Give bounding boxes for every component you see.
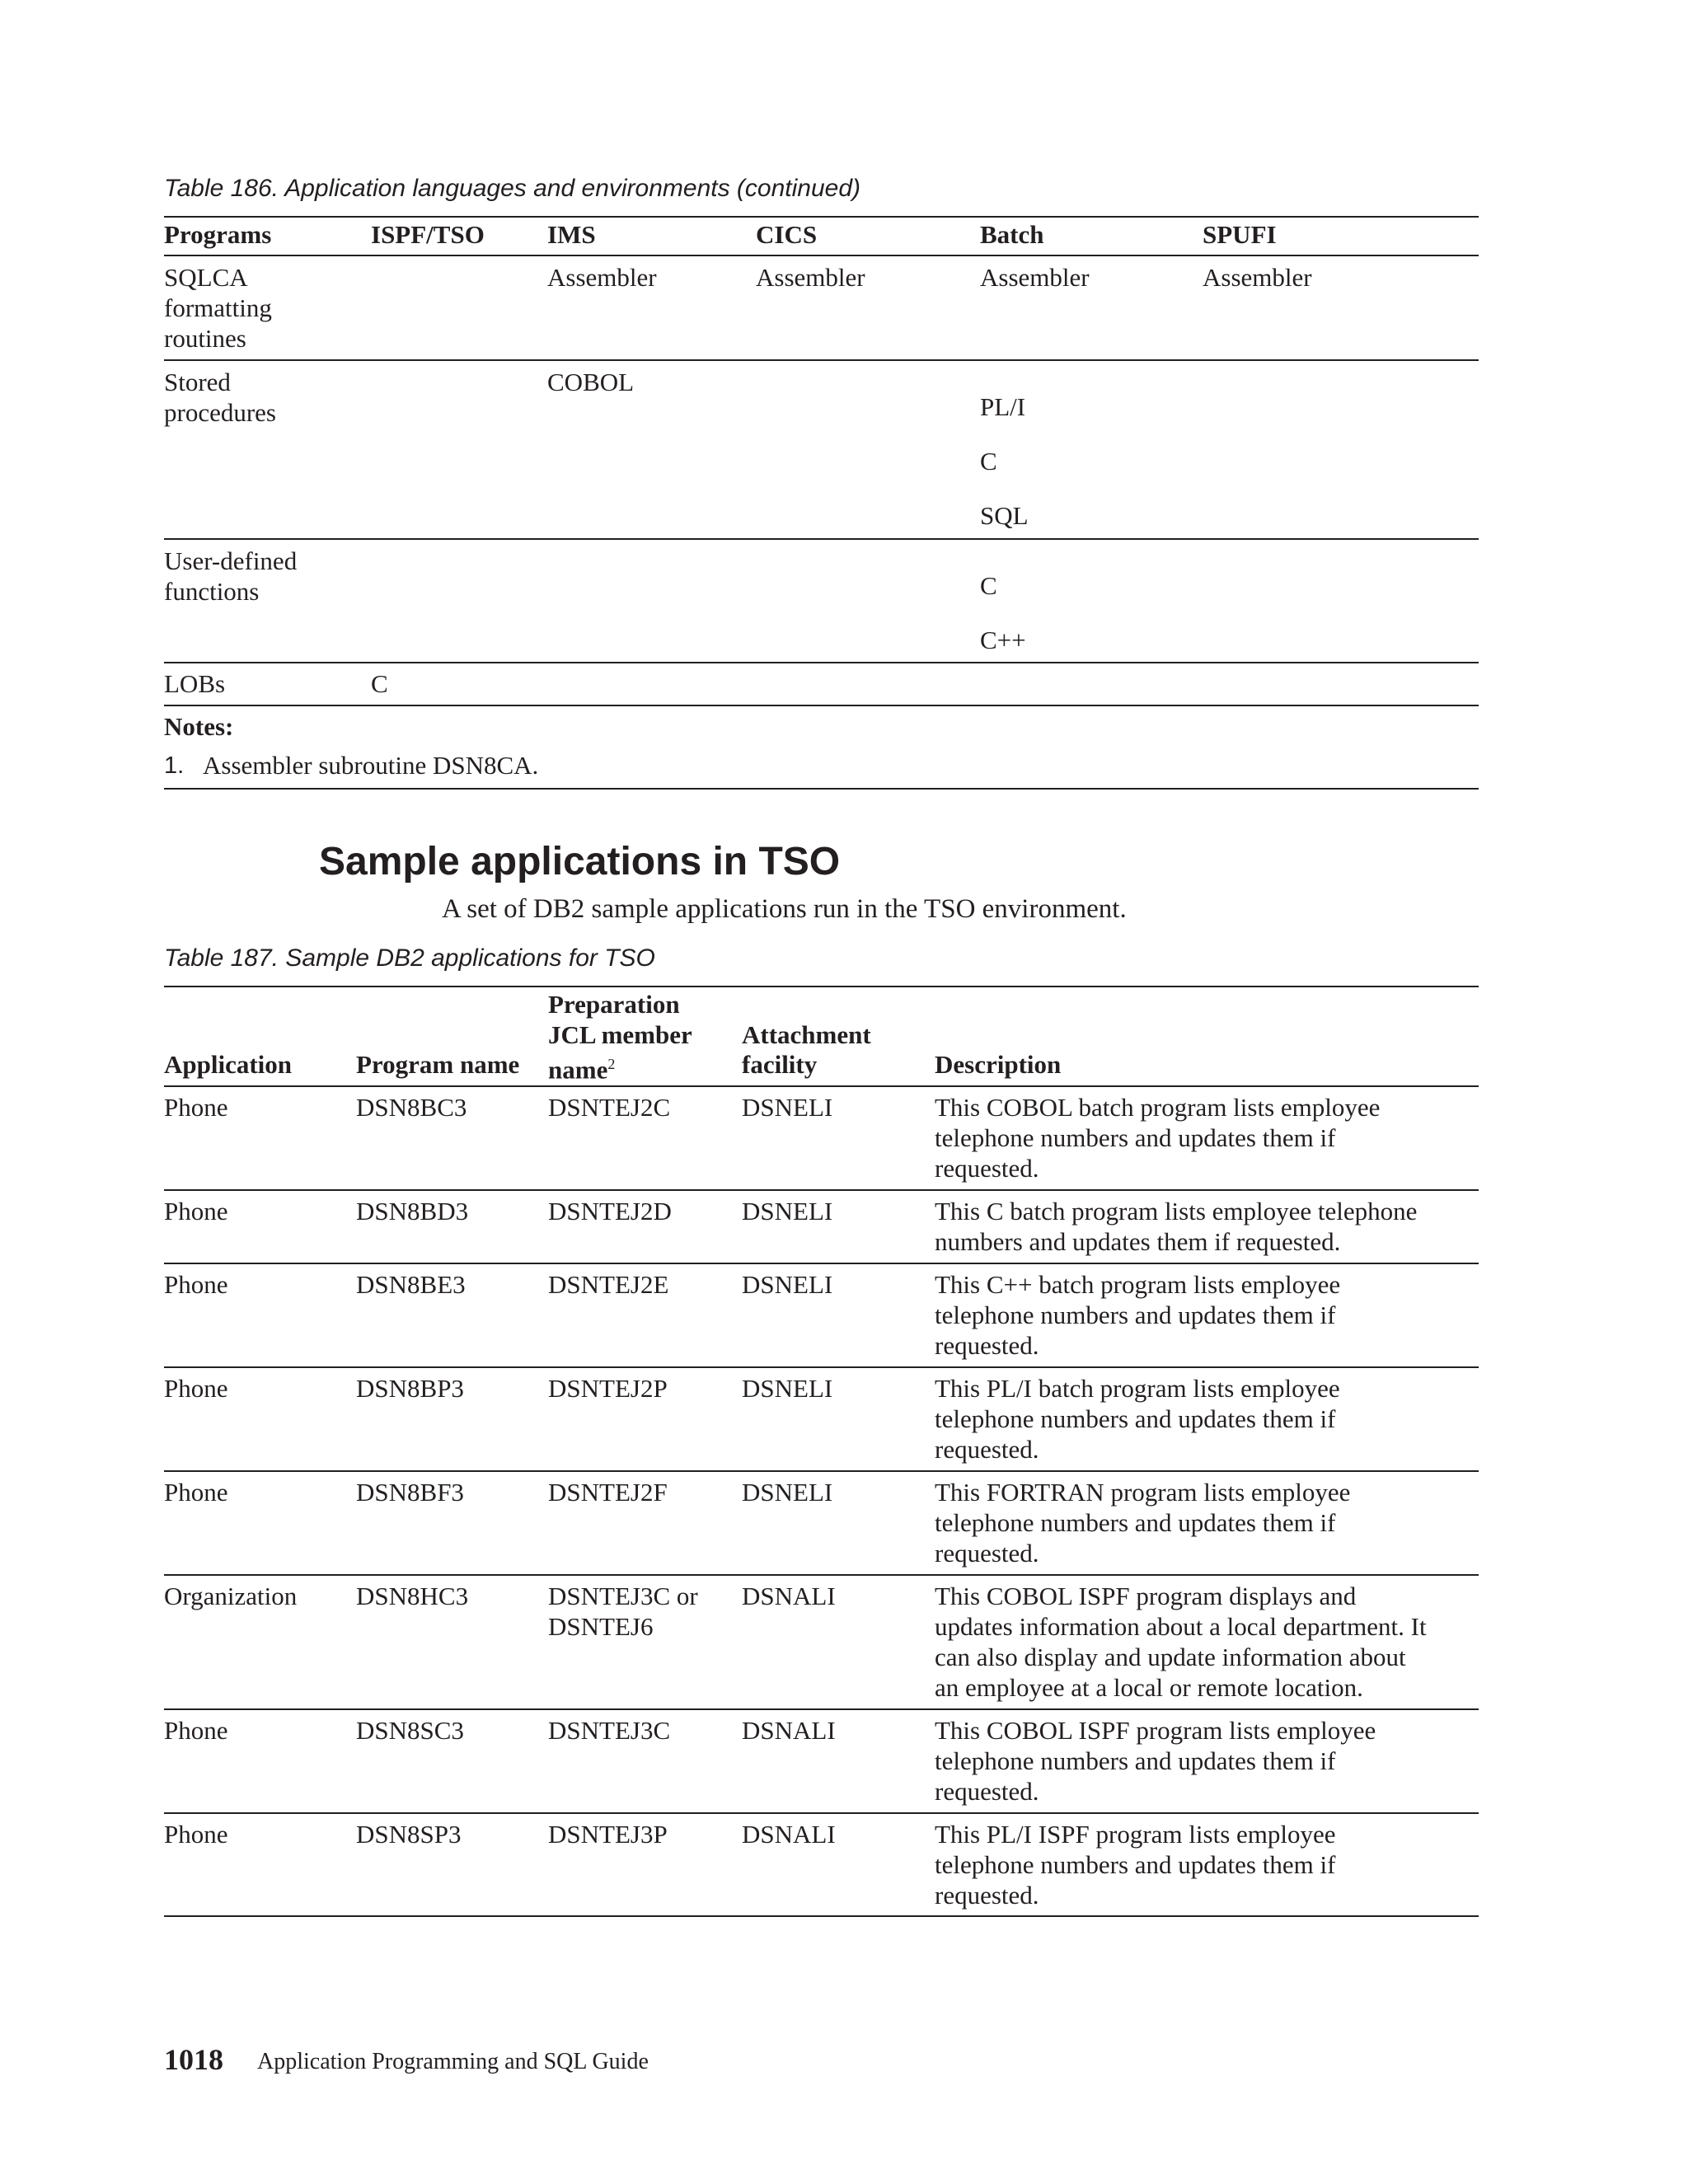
t187-row8-attach: DSNALI — [742, 1820, 836, 1849]
section-intro: A set of DB2 sample applications run in the TSO environment. — [442, 894, 1127, 924]
t187-row8-description: This PL/I ISPF program lists employee telephone numbers and updates them if requested. — [935, 1820, 1336, 1910]
t186-header-cics: CICS — [756, 220, 818, 249]
t187-row7-attach: DSNALI — [742, 1716, 836, 1745]
t186-row-lobs-ispf: C — [371, 669, 388, 698]
table-row-rule — [164, 1574, 1479, 1576]
t186-row-sqlca-spufi: Assembler — [1203, 263, 1312, 292]
t187-row5-description: This FORTRAN program lists employee telephone numbers and updates them if requested. — [935, 1478, 1351, 1568]
t187-row2-program: DSN8BD3 — [356, 1197, 469, 1226]
table-row-rule — [164, 705, 1479, 706]
t187-row7-jcl: DSNTEJ3C — [548, 1716, 671, 1745]
table-row-rule — [164, 1366, 1479, 1368]
t186-note-text: Assembler subroutine DSN8CA. — [203, 751, 539, 780]
t187-header-prep-line1: Preparation — [548, 990, 680, 1019]
t186-row-udf-program: User-defined functions — [164, 546, 298, 606]
table-187-caption: Table 187. Sample DB2 applications for TSO — [164, 944, 655, 972]
t187-header-attach-line1: Attachment — [742, 1020, 871, 1049]
t187-row1-jcl: DSNTEJ2C — [548, 1093, 671, 1122]
t186-row-sqlca-ims: Assembler — [547, 263, 657, 292]
t187-row2-application: Phone — [164, 1197, 228, 1226]
t186-header-programs: Programs — [164, 220, 272, 249]
table-186-header-rule — [164, 255, 1479, 256]
t186-row-stored-batch-c: C — [980, 447, 997, 476]
t187-row5-jcl: DSNTEJ2F — [548, 1478, 668, 1507]
t186-header-spufi: SPUFI — [1203, 220, 1277, 249]
table-187-top-rule — [164, 986, 1479, 987]
t187-row3-program: DSN8BE3 — [356, 1270, 466, 1299]
t187-row5-program: DSN8BF3 — [356, 1478, 464, 1507]
t187-row2-jcl: DSNTEJ2D — [548, 1197, 672, 1226]
t186-row-stored-batch-sql: SQL — [980, 501, 1029, 530]
table-186-top-rule — [164, 216, 1479, 218]
t187-row8-jcl: DSNTEJ3P — [548, 1820, 668, 1849]
t187-row3-attach: DSNELI — [742, 1270, 833, 1299]
table-row-rule — [164, 662, 1479, 663]
t186-row-sqlca-batch: Assembler — [980, 263, 1090, 292]
t186-note-number: 1. — [164, 752, 185, 779]
table-187-header-rule — [164, 1085, 1479, 1087]
t187-row8-program: DSN8SP3 — [356, 1820, 462, 1849]
t186-row-udf-batch-c: C — [980, 571, 997, 600]
t187-row1-description: This COBOL batch program lists employee telephone numbers and updates them if requested. — [935, 1093, 1381, 1183]
t187-row3-jcl: DSNTEJ2E — [548, 1270, 669, 1299]
t187-row4-application: Phone — [164, 1374, 228, 1403]
t187-row1-attach: DSNELI — [742, 1093, 833, 1122]
t186-header-batch: Batch — [980, 220, 1044, 249]
t187-header-application: Application — [164, 1050, 293, 1079]
t187-header-program-name: Program name — [356, 1050, 520, 1079]
t186-row-udf-batch-cpp: C++ — [980, 626, 1026, 654]
t186-header-ims: IMS — [547, 220, 596, 249]
t187-row1-program: DSN8BC3 — [356, 1093, 467, 1122]
t187-row3-application: Phone — [164, 1270, 228, 1299]
t187-row7-program: DSN8SC3 — [356, 1716, 464, 1745]
t187-header-prep-line2: JCL member — [548, 1020, 692, 1049]
t186-notes-label: Notes: — [164, 712, 234, 741]
table-row-rule — [164, 538, 1479, 540]
t187-row4-jcl: DSNTEJ2P — [548, 1374, 668, 1403]
table-row-rule — [164, 359, 1479, 361]
table-row-rule — [164, 1708, 1479, 1710]
table-row-rule — [164, 1189, 1479, 1191]
t186-row-sqlca-cics: Assembler — [756, 263, 865, 292]
t187-row6-application: Organization — [164, 1582, 298, 1610]
t187-header-prep-footnote: 2 — [607, 1056, 616, 1072]
t187-row3-description: This C++ batch program lists employee telephone numbers and updates them if requested. — [935, 1270, 1341, 1360]
t187-row6-attach: DSNALI — [742, 1582, 836, 1610]
t187-row2-description: This C batch program lists employee telephone numbers and updates them if requested. — [935, 1197, 1418, 1256]
t187-row5-application: Phone — [164, 1478, 228, 1507]
t187-row1-application: Phone — [164, 1093, 228, 1122]
t186-row-lobs-program: LOBs — [164, 669, 226, 698]
table-187-bottom-rule — [164, 1915, 1479, 1917]
t187-row5-attach: DSNELI — [742, 1478, 833, 1507]
t187-row8-application: Phone — [164, 1820, 228, 1849]
t187-row7-application: Phone — [164, 1716, 228, 1745]
t187-row4-description: This PL/I batch program lists employee telephone numbers and updates them if requested. — [935, 1374, 1340, 1464]
table-row-rule — [164, 1812, 1479, 1814]
table-186-bottom-rule — [164, 788, 1479, 790]
t186-row-stored-ims: COBOL — [547, 368, 635, 396]
t187-row6-description: This COBOL ISPF program displays and updates information about a local department. It can also display and update information about an employee at a local or remote location. — [935, 1582, 1427, 1702]
table-row-rule — [164, 1470, 1479, 1472]
table-row-rule — [164, 1263, 1479, 1264]
t187-row4-attach: DSNELI — [742, 1374, 833, 1403]
t186-row-stored-batch-pli: PL/I — [980, 392, 1026, 421]
page-number: 1018 — [164, 2043, 223, 2076]
t186-header-ispf-tso: ISPF/TSO — [371, 220, 485, 249]
t187-header-attach-line2: facility — [742, 1050, 818, 1079]
t186-row-sqlca-program: SQLCA formatting routines — [164, 263, 272, 353]
t187-row4-program: DSN8BP3 — [356, 1374, 464, 1403]
table-186-caption: Table 186. Application languages and environments (continued) — [164, 175, 861, 202]
t187-header-prep-line3: name$^2$ — [548, 1055, 616, 1085]
section-heading: Sample applications in TSO — [319, 840, 841, 883]
t187-row6-program: DSN8HC3 — [356, 1582, 469, 1610]
book-title: Application Programming and SQL Guide — [257, 2049, 649, 2074]
t186-row-stored-program: Stored procedures — [164, 368, 276, 427]
t187-row7-description: This COBOL ISPF program lists employee telephone numbers and updates them if requested. — [935, 1716, 1376, 1806]
t187-header-description: Description — [935, 1050, 1062, 1079]
t187-row6-jcl: DSNTEJ3C or DSNTEJ6 — [548, 1582, 698, 1641]
t187-row2-attach: DSNELI — [742, 1197, 833, 1226]
